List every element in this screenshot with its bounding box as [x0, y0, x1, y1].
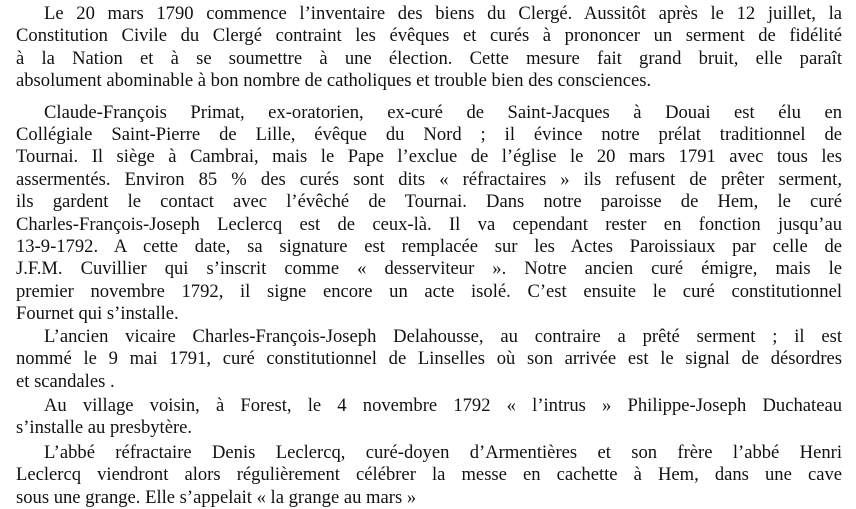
- text-line: L’abbé réfractaire Denis Leclercq, curé-doyen d’Armentières et son frère l’abbé Henri: [44, 441, 842, 463]
- text-line: ils gardent le contact avec l’évêché de Tournai. Dans notre paroisse de Hem, le curé: [16, 191, 842, 213]
- text-line: L’ancien vicaire Charles-François-Joseph Delahousse, au contraire a prêté serment ; il est: [44, 325, 842, 347]
- text-line: 13-9-1792. A cette date, sa signature est remplacée sur les Actes Paroissiaux par celle de: [16, 236, 842, 258]
- text-line: Le 20 mars 1790 commence l’inventaire des biens du Clergé. Aussitôt après le 12 juillet, la: [44, 3, 842, 24]
- text-line: Fournet qui s’installe.: [16, 303, 179, 325]
- text-line: Tournai. Il siège à Cambrai, mais le Pape l’exclue de l’église le 20 mars 1791 avec tous les: [16, 146, 842, 168]
- text-line: absolument abominable à bon nombre de catholiques et trouble bien des consciences.: [16, 70, 652, 92]
- paragraph-primat: [16, 102, 842, 326]
- text-line: Constitution Civile du Clergé contraint les évêques et curés à prononcer un serment de fidélité: [16, 25, 842, 47]
- paragraph-denis-leclercq: [16, 442, 842, 509]
- text-line: nommé le 9 mai 1791, curé constitutionnel de Linselles où son arrivée est le signal de désordres: [16, 348, 842, 370]
- text-line: Leclercq viendront alors régulièrement célébrer la messe en cachette à Hem, dans une cave: [16, 464, 842, 486]
- text-line: J.F.M. Cuvillier qui s’inscrit comme « desserviteur ». Notre ancien curé émigre, mais le: [16, 258, 842, 280]
- text-line: Charles-François-Joseph Leclercq est de ceux-là. Il va cependant rester en fonction jusqu’au: [16, 213, 842, 235]
- paragraph-inventaire: [16, 3, 842, 93]
- paragraph-forest: [16, 395, 842, 440]
- text-line: sous une grange. Elle s’appelait « la grange au mars »: [16, 486, 417, 508]
- text-line: Au village voisin, à Forest, le 4 novembre 1792 « l’intrus » Philippe-Joseph Duchateau: [44, 394, 842, 416]
- text-line: premier novembre 1792, il signe encore un acte isolé. C’est ensuite le curé constitutionnel: [16, 280, 842, 302]
- text-line: Collégiale Saint-Pierre de Lille, évêque du Nord ; il évince notre prélat traditionnel de: [16, 124, 842, 146]
- text-line: s’installe au presbytère.: [16, 417, 193, 439]
- text-line: Claude-François Primat, ex-oratorien, ex-curé de Saint-Jacques à Douai est élu en: [44, 101, 842, 123]
- text-line: et scandales .: [16, 370, 115, 392]
- text-line: assermentés. Environ 85 % des curés sont dits « réfractaires » ils refusent de prêter serment,: [16, 168, 842, 190]
- text-line: à la Nation et à se soumettre à une élection. Cette mesure fait grand bruit, elle paraît: [16, 47, 842, 69]
- paragraph-delahousse: [16, 326, 842, 393]
